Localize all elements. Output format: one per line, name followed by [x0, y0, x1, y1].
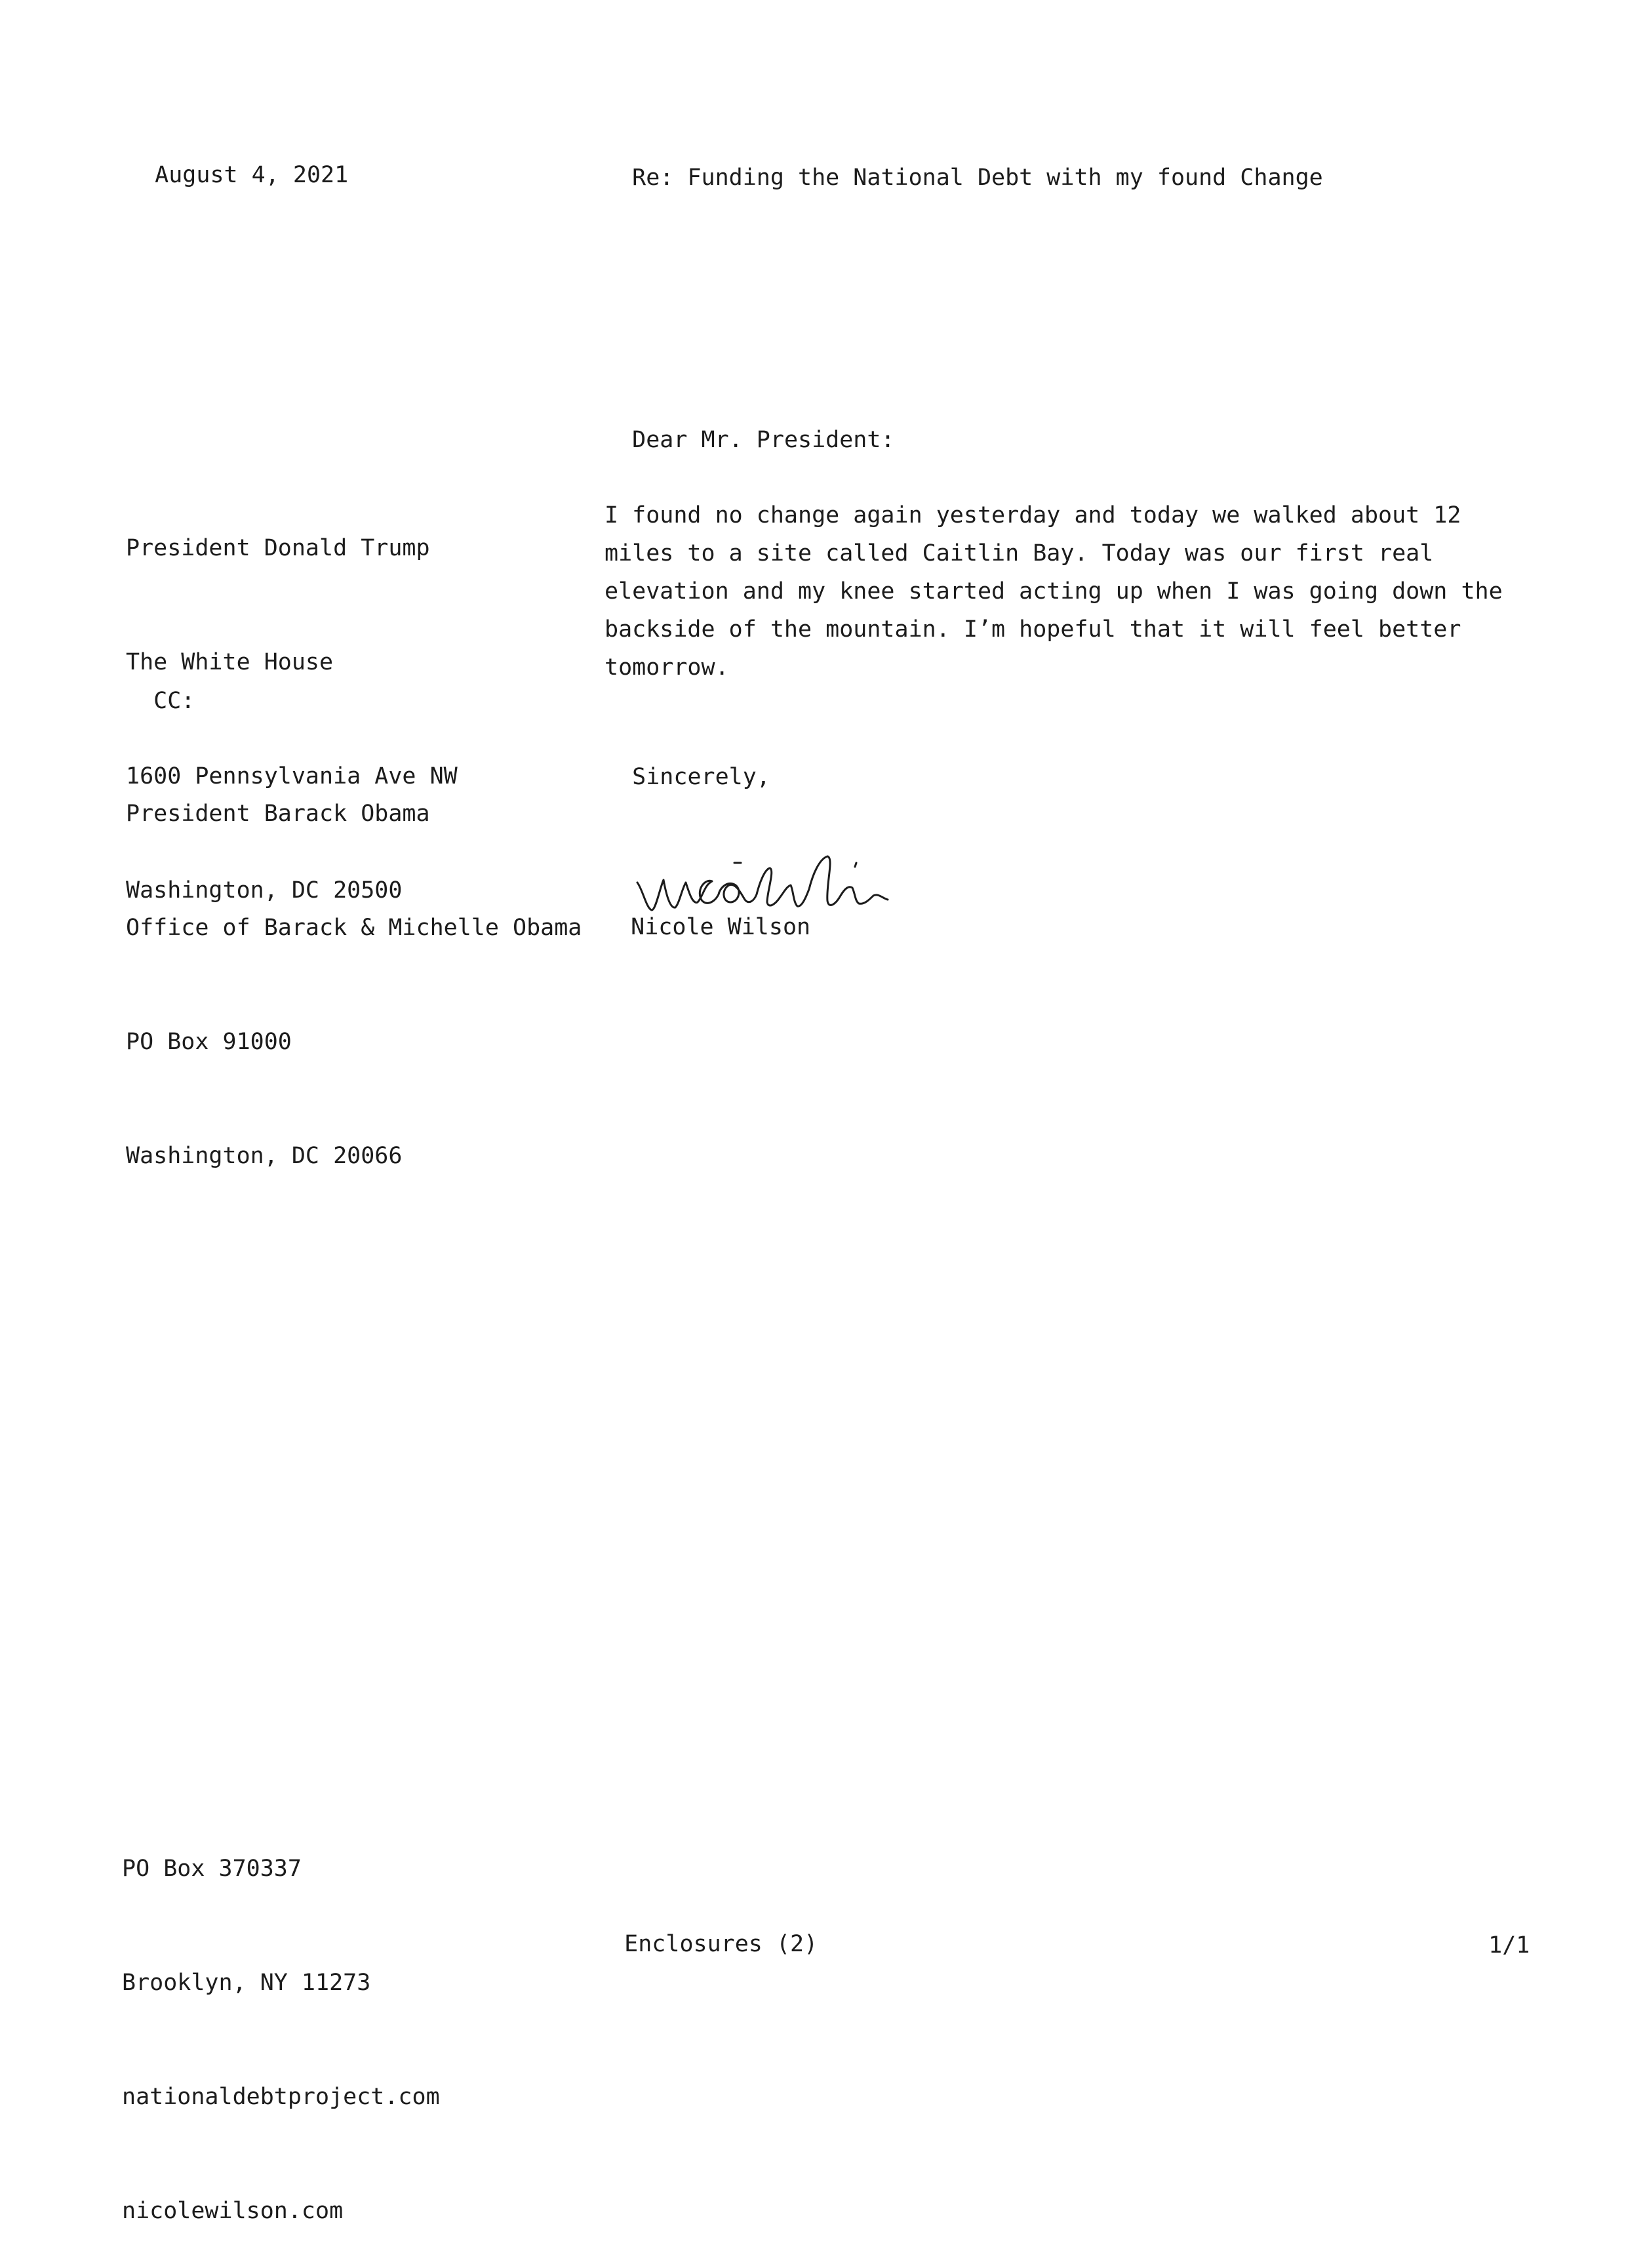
signer-name-text: Nicole Wilson: [631, 914, 811, 940]
body-line: tomorrow.: [605, 654, 729, 681]
cc-label-text: CC:: [153, 688, 195, 714]
return-address-link: nicolewilson.com: [122, 2198, 344, 2224]
cc-line: President Barack Obama: [126, 801, 430, 827]
return-address-link: nationaldebtproject.com: [122, 2084, 440, 2110]
signer-name: [603, 870, 810, 946]
body-line: backside of the mountain. I’m hopeful that it will feel better: [605, 616, 1461, 643]
salutation: [605, 383, 895, 459]
body-line: I found no change again yesterday and today we walked about 12: [605, 502, 1461, 528]
cc-label: [126, 644, 195, 720]
salutation-text: Dear Mr. President:: [632, 427, 895, 453]
handwritten-signature-icon: [629, 761, 944, 852]
enclosures-note: [597, 1887, 818, 1963]
closing-text: Sincerely,: [632, 764, 770, 790]
body-line: elevation and my knee started acting up when I was going down the: [605, 578, 1503, 605]
return-address: [122, 1774, 440, 2268]
cc-line: PO Box 91000: [126, 1029, 292, 1055]
return-address-line: PO Box 370337: [122, 1856, 302, 1882]
return-address-line: Brooklyn, NY 11273: [122, 1970, 371, 1996]
recipient-line: 1600 Pennsylvania Ave NW: [126, 763, 458, 789]
recipient-line: President Donald Trump: [126, 535, 430, 561]
cc-line: Washington, DC 20066: [126, 1143, 403, 1169]
page-number: [1461, 1888, 1530, 1964]
cc-address: [126, 719, 582, 1213]
letter-body: [605, 496, 1509, 686]
recipient-line: Washington, DC 20500: [126, 877, 403, 904]
date-text: August 4, 2021: [155, 162, 349, 188]
page-number-text: 1/1: [1488, 1932, 1530, 1959]
body-line: miles to a site called Caitlin Bay. Today was our first real: [605, 540, 1434, 567]
letter-subject: [605, 121, 1323, 197]
letter-date: [127, 118, 348, 194]
subject-text: Re: Funding the National Debt with my found Change: [632, 165, 1323, 191]
recipient-line: The White House: [126, 649, 334, 675]
cc-line: Office of Barack & Michelle Obama: [126, 915, 582, 941]
enclosures-text: Enclosures (2): [624, 1931, 818, 1957]
